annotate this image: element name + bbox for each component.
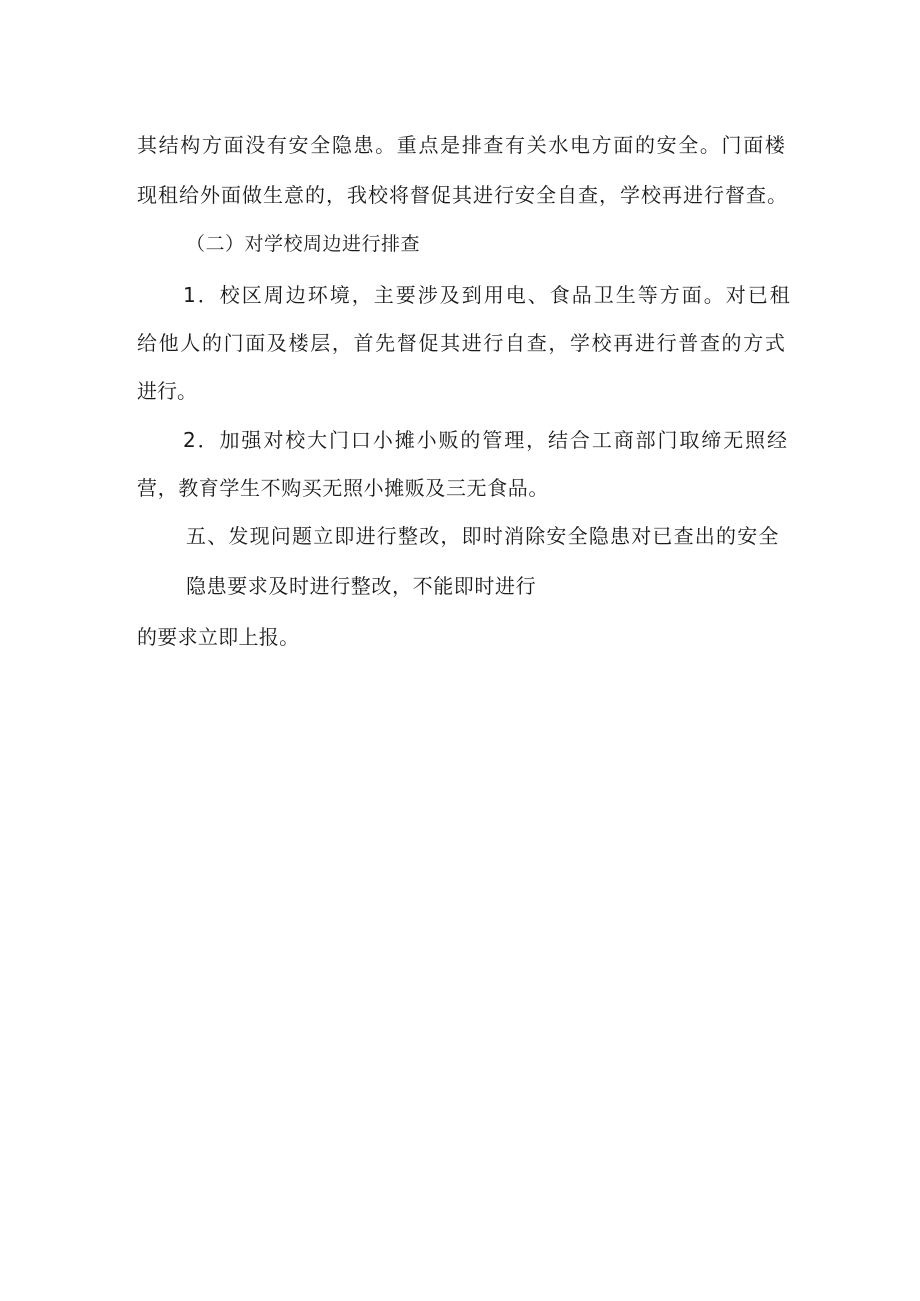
paragraph-line: 进行。 <box>137 379 197 403</box>
paragraph-line: 其结构方面没有安全隐患。重点是排查有关水电方面的安全。门面楼 <box>137 133 787 157</box>
paragraph-line: 现租给外面做生意的，我校将督促其进行安全自查，学校再进行督查。 <box>137 183 788 207</box>
paragraph-line: 2．加强对校大门口小摊小贩的管理，结合工商部门取缔无照经 <box>183 428 789 452</box>
paragraph-line: 的要求立即上报。 <box>137 625 300 649</box>
section-heading: （二）对学校周边进行排查 <box>186 233 421 255</box>
paragraph-line: 给他人的门面及楼层，首先督促其进行自查，学校再进行普查的方式 <box>137 331 787 355</box>
paragraph-line: 隐患要求及时进行整改，不能即时进行 <box>186 574 537 598</box>
paragraph-line: 五、发现问题立即进行整改，即时消除安全隐患对已查出的安全 <box>186 524 780 548</box>
paragraph-line: 1．校区周边环境，主要涉及到用电、食品卫生等方面。对已租 <box>183 283 792 307</box>
paragraph-line: 营，教育学生不购买无照小摊贩及三无食品。 <box>137 476 549 500</box>
